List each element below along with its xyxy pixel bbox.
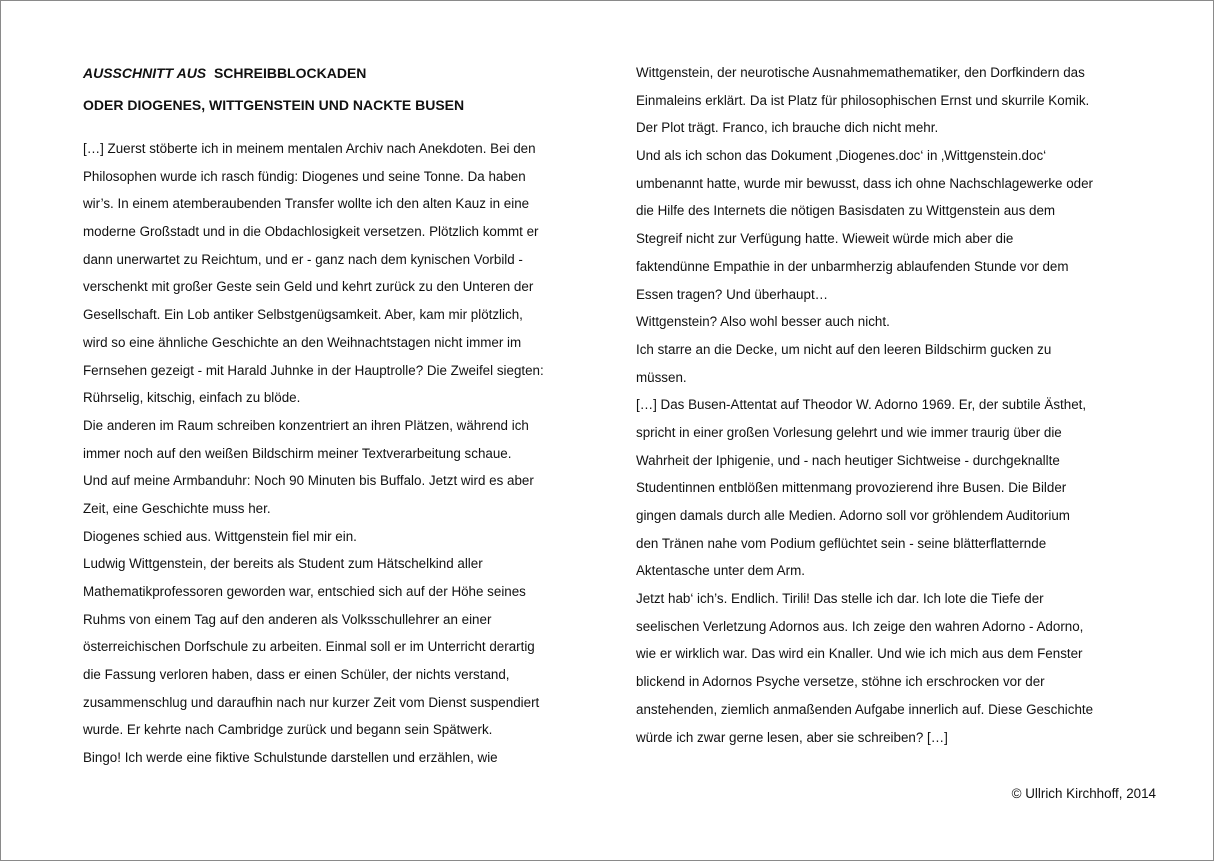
text-line: die Fassung verloren haben, dass er einen Schüler, der nichts verstand, [83, 667, 510, 683]
text-line: immer noch auf den weißen Bildschirm meiner Textverarbeitung schaue. [83, 445, 512, 461]
text-line: Ich starre an die Decke, um nicht auf den leeren Bildschirm gucken zu [636, 341, 1052, 357]
text-line: wurde. Er kehrte nach Cambridge zurück und begann sein Spätwerk. [83, 722, 493, 738]
text-line: Philosophen wurde ich rasch fündig: Diogenes und seine Tonne. Da haben [83, 168, 526, 184]
text-line: den Tränen nahe vom Podium geflüchtet sein - seine blätterflatternde [636, 535, 1047, 551]
text-line: Gesellschaft. Ein Lob antiker Selbstgenügsamkeit. Aber, kam mir plötzlich, [83, 307, 523, 323]
text-line: anstehenden, ziemlich anmaßenden Aufgabe innerlich auf. Diese Geschichte [636, 701, 1094, 717]
text-line: Der Plot trägt. Franco, ich brauche dich nicht mehr. [636, 120, 939, 136]
text-line: Und auf meine Armbanduhr: Noch 90 Minuten bis Buffalo. Jetzt wird es aber [83, 473, 534, 489]
text-line: […] Zuerst stöberte ich in meinem mentalen Archiv nach Anekdoten. Bei den [83, 141, 536, 156]
title-prefix: AUSSCHNITT AUS [83, 65, 207, 81]
text-line: gingen damals durch alle Medien. Adorno soll vor gröhlendem Auditorium [636, 508, 1070, 523]
text-line: müssen. [636, 369, 687, 385]
text-line: Ludwig Wittgenstein, der bereits als Student zum Hätschelkind aller [83, 556, 483, 572]
text-line: Ruhms von einem Tag auf den anderen als Volksschullehrer an einer [83, 611, 492, 627]
text-line: Rührselig, kitschig, einfach zu blöde. [83, 390, 301, 406]
text-line: Und als ich schon das Dokument ‚Diogenes.doc‘ in ‚Wittgenstein.doc‘ [636, 148, 1047, 164]
text-line: Zeit, eine Geschichte muss her. [83, 500, 271, 516]
text-line: Wahrheit der Iphigenie, und - nach heutiger Sichtweise - durchgeknallte [636, 452, 1060, 468]
text-line: Einmaleins erklärt. Da ist Platz für philosophischen Ernst und skurrile Komik. [636, 92, 1090, 108]
text-line: faktendünne Empathie in der unbarmherzig ablaufenden Stunde vor dem [636, 258, 1069, 274]
text-line: umbenannt hatte, wurde mir bewusst, dass ich ohne Nachschlagewerke oder [636, 175, 1094, 191]
text-line: Fernsehen gezeigt - mit Harald Juhnke in der Hauptrolle? Die Zweifel siegten: [83, 362, 544, 378]
title-line-1 [83, 65, 366, 81]
text-line: dann unerwartet zu Reichtum, und er - ganz nach dem kynischen Vorbild - [83, 251, 523, 267]
title-main: SCHREIBBLOCKADEN [213, 65, 367, 81]
right-column [636, 59, 1093, 751]
text-line: verschenkt mit großer Geste sein Geld und kehrt zurück zu den Unteren der [83, 279, 534, 295]
text-line: zusammenschlug und daraufhin nach nur kurzer Zeit vom Dienst suspendiert [83, 694, 540, 710]
text-line: Essen tragen? Und überhaupt… [636, 286, 829, 302]
text-line: moderne Großstadt und in die Obdachlosigkeit versetzen. Plötzlich kommt er [83, 224, 539, 240]
text-line: Jetzt hab‘ ich’s. Endlich. Tirili! Das stelle ich dar. Ich lote die Tiefe der [636, 591, 1044, 607]
text-line: Stegreif nicht zur Verfügung hatte. Wieweit würde mich aber die [636, 231, 1014, 247]
text-line: Wittgenstein? Also wohl besser auch nicht. [636, 314, 890, 330]
text-line: österreichischen Dorfschule zu arbeiten. Einmal soll er im Unterricht derartig [83, 639, 535, 655]
title-line-2: ODER DIOGENES, WITTGENSTEIN UND NACKTE BUSEN [83, 97, 465, 113]
text-line: Die anderen im Raum schreiben konzentriert an ihren Plätzen, während ich [83, 417, 529, 433]
text-line: Mathematikprofessoren geworden war, entschied sich auf der Höhe seines [83, 584, 526, 599]
text-line: wird so eine ähnliche Geschichte an den Weihnachtstagen nicht immer im [83, 334, 522, 350]
text-line: […] Das Busen-Attentat auf Theodor W. Adorno 1969. Er, der subtile Ästhet, [636, 397, 1087, 413]
text-line: würde ich zwar gerne lesen, aber sie schreiben? […] [636, 729, 948, 745]
text-line: Diogenes schied aus. Wittgenstein fiel mir ein. [83, 528, 357, 544]
text-line: Aktentasche unter dem Arm. [636, 563, 805, 579]
text-line: spricht in einer großen Vorlesung gelehrt und wie immer traurig über die [636, 424, 1062, 440]
left-column [83, 135, 544, 772]
text-line: wir’s. In einem atemberaubenden Transfer wollte ich den alten Kauz in eine [83, 196, 530, 212]
text-line: wie er wirklich war. Das wird ein Knaller. Und wie ich mich aus dem Fenster [636, 646, 1083, 662]
text-line: seelischen Verletzung Adornos aus. Ich zeige den wahren Adorno - Adorno, [636, 618, 1084, 634]
text-line: Bingo! Ich werde eine fiktive Schulstunde darstellen und erzählen, wie [83, 750, 498, 766]
copyright-notice: © Ullrich Kirchhoff, 2014 [1011, 786, 1156, 801]
text-line: die Hilfe des Internets die nötigen Basisdaten zu Wittgenstein aus dem [636, 203, 1056, 219]
text-line: Studentinnen entblößen mittenmang provozierend ihre Busen. Die Bilder [636, 480, 1067, 496]
text-line: Wittgenstein, der neurotische Ausnahmemathematiker, den Dorfkindern das [636, 65, 1085, 80]
text-line: blickend in Adornos Psyche versetze, stöhne ich erschrocken vor der [636, 674, 1045, 690]
